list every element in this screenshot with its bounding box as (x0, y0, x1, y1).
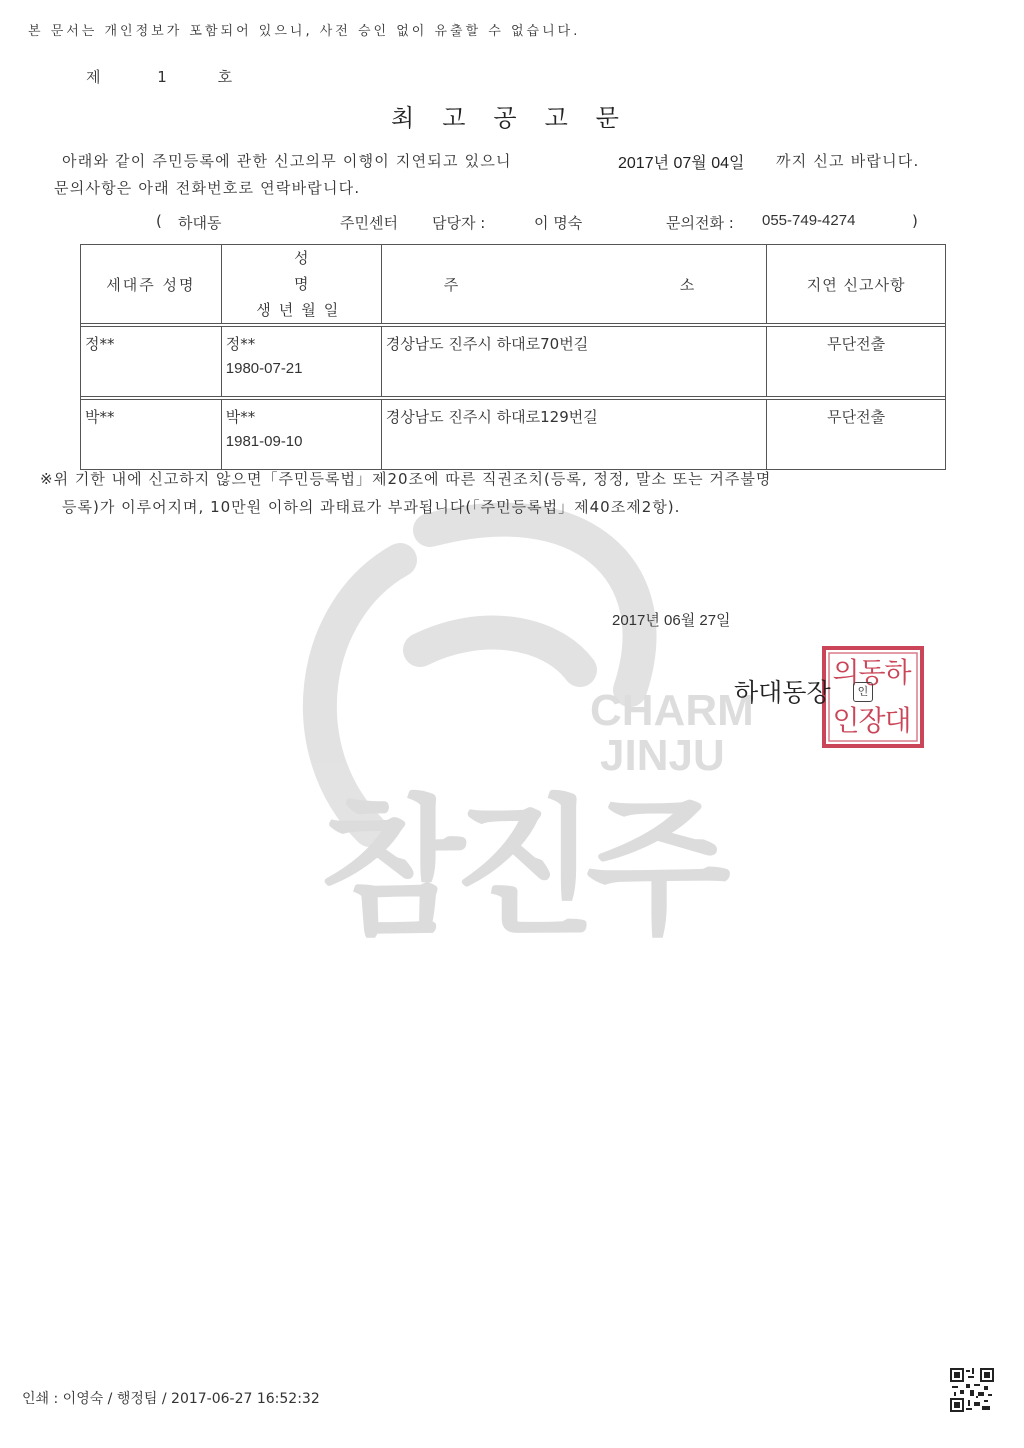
row-householder: 박** (81, 400, 222, 470)
seal-char: 인 (832, 704, 860, 737)
row-dob: 1980-07-21 (225, 360, 303, 377)
seal-char: 하 (884, 656, 912, 689)
row-name: 박** (225, 408, 256, 426)
seal-char: 장 (858, 704, 886, 737)
contact-manager-label: 담당자 : (432, 214, 486, 232)
watermark-en2-text: JINJU (600, 731, 725, 780)
contact-dong: 하대동 (178, 214, 222, 232)
document-number (86, 66, 232, 87)
delinquent-table (80, 244, 946, 470)
body-line-1: 아래와 같이 주민등록에 관한 신고의무 이행이 지연되고 있으니 (62, 152, 512, 170)
deadline-date: 2017년 07월 04일 (618, 155, 745, 172)
header-name: 성 명 (293, 249, 369, 293)
charm-jinju-watermark-logo (250, 490, 770, 960)
official-seal-stamp (820, 644, 926, 750)
seal-char: 대 (884, 704, 912, 737)
table-header-row (81, 245, 946, 324)
header-delay-item: 지연 신고사항 (767, 245, 946, 324)
contact-phone-label: 문의전화 : (666, 214, 734, 232)
contact-open-paren: ( (156, 212, 162, 230)
header-address (381, 245, 767, 324)
seal-char: 동 (858, 656, 886, 689)
doc-number-prefix: 제 (86, 68, 101, 86)
doc-number-value: 1 (157, 68, 167, 86)
issue-date: 2017년 06월 27일 (612, 612, 731, 629)
row-item: 무단전출 (767, 327, 946, 397)
privacy-notice: 본 문서는 개인정보가 포함되어 있으니, 사전 승인 없이 유출할 수 없습니다. (28, 24, 581, 39)
seal-char: 의 (832, 656, 860, 689)
row-name-dob (221, 400, 381, 470)
header-address-left: 주 (443, 275, 461, 294)
table-row (81, 327, 946, 397)
row-address: 경상남도 진주시 하대로129번길 (381, 400, 767, 470)
doc-number-suffix: 호 (217, 68, 233, 86)
watermark-main-text: 참진주 (320, 782, 719, 956)
row-name: 정** (225, 335, 256, 353)
header-name-dob (221, 245, 381, 324)
row-name-dob (221, 327, 381, 397)
row-address: 경상남도 진주시 하대로70번길 (381, 327, 767, 397)
body-line-1-suffix: 까지 신고 바랍니다. (776, 152, 920, 170)
body-line-2: 문의사항은 아래 전화번호로 연락바랍니다. (54, 179, 361, 197)
row-item: 무단전출 (767, 400, 946, 470)
seal-mark-box: 인 (853, 682, 873, 702)
signer-title: 하대동장 (734, 678, 831, 707)
contact-phone: 055-749-4274 (762, 212, 856, 229)
legal-note-line-1: ※위 기한 내에 신고하지 않으면「주민등록법」제20조에 따른 직권조치(등록, 정정, 말소 또는 거주불명 (40, 470, 772, 488)
header-householder: 세대주 성명 (81, 245, 222, 324)
print-footer: 인쇄 : 이영숙 / 행정팀 / 2017-06-27 16:52:32 (22, 1391, 320, 1407)
qr-code-icon (950, 1368, 994, 1412)
contact-center: 주민센터 (340, 214, 398, 232)
contact-manager: 이 명숙 (534, 214, 583, 232)
row-householder: 정** (81, 327, 222, 397)
legal-note-line-2: 등록)가 이루어지며, 10만원 이하의 과태료가 부과됩니다(「주민등록법」제40조제2항). (62, 498, 681, 516)
page-title: 최고공고문 (391, 104, 647, 132)
header-address-right: 소 (679, 275, 697, 294)
row-dob: 1981-09-10 (225, 433, 303, 450)
table-row (81, 400, 946, 470)
contact-close-paren: ) (912, 212, 918, 230)
watermark-en1-text: CHARM (590, 686, 754, 735)
header-dob: 생년월일 (256, 301, 347, 319)
